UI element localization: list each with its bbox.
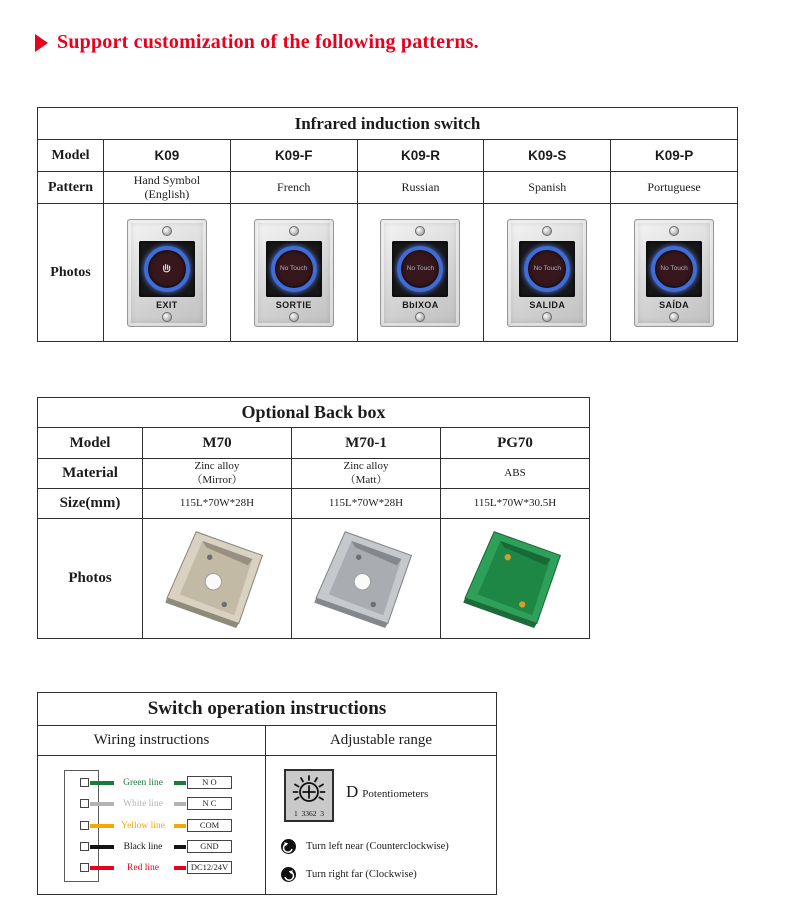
row-label-photos: Photos — [38, 519, 143, 638]
backbox-photo-cell — [292, 519, 441, 638]
potentiometer-caption: 1 3362 3 — [294, 809, 324, 818]
wire-label: Red line — [127, 863, 159, 873]
backbox-photo — [456, 527, 574, 631]
touch-panel — [646, 241, 702, 297]
hand-icon — [159, 261, 174, 276]
adjustable-range-cell — [266, 756, 496, 894]
pattern-cell: French — [231, 172, 358, 203]
touch-panel — [139, 241, 195, 297]
terminal-box: DC12/24V — [187, 861, 232, 874]
screw-icon — [415, 312, 425, 322]
switch-photo — [127, 219, 207, 327]
switch-photo-cell — [231, 204, 358, 341]
material-cell: ABS — [504, 466, 526, 479]
backbox-table-title: Optional Back box — [241, 402, 386, 422]
material-cell: Zinc alloy （Matt） — [292, 459, 441, 488]
wire-label: White line — [123, 799, 163, 809]
page-title-row — [35, 31, 479, 54]
wire-line — [90, 781, 114, 785]
terminal-box: N C — [187, 797, 232, 810]
backbox-photo — [158, 527, 276, 631]
model-cell: K09-S — [484, 140, 611, 171]
pattern-cell: Portuguese — [647, 179, 701, 194]
turn-left-row — [281, 838, 449, 854]
model-cell: K09-F — [231, 140, 358, 171]
switch-engraving: SAÍDA — [659, 299, 690, 310]
size-cell: 115L*70W*30.5H — [473, 496, 557, 509]
potentiometer-label: D Potentiometers — [346, 782, 429, 801]
terminal-box: GND — [187, 840, 232, 853]
potentiometer-icon — [284, 769, 334, 822]
screw-icon — [542, 312, 552, 322]
ring-text: No Touch — [660, 265, 688, 272]
wiring-diagram-cell — [38, 756, 266, 894]
adjustable-range — [266, 756, 496, 894]
switch-photo-cell — [611, 204, 737, 341]
touch-panel — [266, 241, 322, 297]
wire-label: Green line — [123, 778, 163, 788]
switch-engraving: SALIDA — [529, 299, 566, 310]
model-cell: K09 — [104, 140, 231, 171]
switch-photo-cell — [104, 204, 231, 341]
wire-line — [90, 866, 114, 870]
size-cell: 115L*70W*28H — [143, 489, 292, 518]
terminal-box: N O — [187, 776, 232, 789]
operation-table-title: Switch operation instructions — [147, 698, 387, 719]
backbox-photo-cell — [143, 519, 292, 638]
sensor-ring-icon — [271, 246, 317, 292]
switch-photo-cell — [358, 204, 485, 341]
switch-engraving: BbIXOA — [402, 299, 439, 310]
screw-icon — [542, 226, 552, 236]
pin-square — [80, 842, 89, 851]
size-cell: 115L*70W*28H — [292, 489, 441, 518]
wire-line — [174, 845, 186, 849]
pin-square — [80, 821, 89, 830]
turn-right-text: Turn right far (Clockwise) — [306, 868, 417, 880]
switch-engraving: EXIT — [156, 299, 178, 310]
wire-line — [174, 781, 186, 785]
wire-row — [38, 819, 265, 833]
screw-icon — [669, 312, 679, 322]
ring-text: No Touch — [280, 265, 308, 272]
sensor-ring-icon — [524, 246, 570, 292]
switch-photo — [254, 219, 334, 327]
model-cell: K09-P — [654, 148, 694, 163]
screw-icon — [162, 312, 172, 322]
row-label-photos: Photos — [38, 204, 104, 341]
backbox-photo-cell — [441, 519, 589, 638]
material-cell: Zinc alloy （Mirror） — [143, 459, 292, 488]
switch-engraving: SORTIE — [275, 299, 312, 310]
clockwise-arrow-icon — [281, 867, 296, 882]
wire-line — [174, 802, 186, 806]
switch-photo — [380, 219, 460, 327]
ring-text: No Touch — [406, 265, 435, 272]
turn-right-row — [281, 866, 417, 882]
model-cell: K09-R — [358, 140, 485, 171]
potentiometer-sun-icon — [286, 774, 332, 810]
wire-line — [174, 866, 186, 870]
sensor-ring-icon — [651, 246, 697, 292]
page-title: Support customization of the following patterns. — [57, 31, 479, 53]
backbox-table — [37, 397, 590, 639]
wire-label: Yellow line — [121, 821, 165, 831]
wire-line — [90, 802, 114, 806]
wiring-diagram — [38, 756, 265, 894]
backbox-model-cell: M70 — [143, 428, 292, 458]
terminal-box: COM — [187, 819, 232, 832]
bullet-triangle-icon — [35, 34, 48, 52]
touch-panel — [519, 241, 575, 297]
infrared-table-title: Infrared induction switch — [294, 113, 481, 133]
ring-text: No Touch — [533, 265, 561, 272]
backbox-photo — [307, 527, 425, 631]
screw-icon — [669, 226, 679, 236]
adjustable-header: Adjustable range — [329, 732, 433, 748]
pin-square — [80, 799, 89, 808]
backbox-model-cell: PG70 — [497, 434, 533, 451]
wire-row — [38, 840, 265, 854]
switch-photo-cell — [484, 204, 611, 341]
switch-photo — [507, 219, 587, 327]
counterclockwise-arrow-icon — [281, 839, 296, 854]
operation-table — [37, 692, 497, 895]
infrared-switch-table — [37, 107, 738, 342]
screw-icon — [415, 226, 425, 236]
backbox-model-cell: M70-1 — [292, 428, 441, 458]
row-label-model: Model — [38, 140, 104, 171]
wiring-header: Wiring instructions — [38, 726, 266, 755]
row-label-size: Size(mm) — [38, 489, 143, 518]
pattern-cell: Spanish — [484, 172, 611, 203]
row-label-model: Model — [38, 428, 143, 458]
wire-row — [38, 797, 265, 811]
sensor-ring-icon — [144, 246, 190, 292]
row-label-pattern: Pattern — [38, 172, 104, 203]
switch-photo — [634, 219, 714, 327]
screw-icon — [162, 226, 172, 236]
turn-left-text: Turn left near (Counterclockwise) — [306, 840, 449, 852]
pin-square — [80, 863, 89, 872]
pattern-cell: Hand Symbol (English) — [104, 172, 231, 203]
pin-square — [80, 778, 89, 787]
sensor-ring-icon — [397, 246, 443, 292]
wire-line — [174, 824, 186, 828]
wire-line — [90, 824, 114, 828]
pattern-cell: Russian — [358, 172, 485, 203]
screw-icon — [289, 226, 299, 236]
wire-row — [38, 776, 265, 790]
touch-panel — [392, 241, 448, 297]
screw-icon — [289, 312, 299, 322]
wire-label: Black line — [123, 842, 163, 852]
wire-line — [90, 845, 114, 849]
wire-row — [38, 861, 265, 875]
row-label-material: Material — [38, 459, 143, 488]
